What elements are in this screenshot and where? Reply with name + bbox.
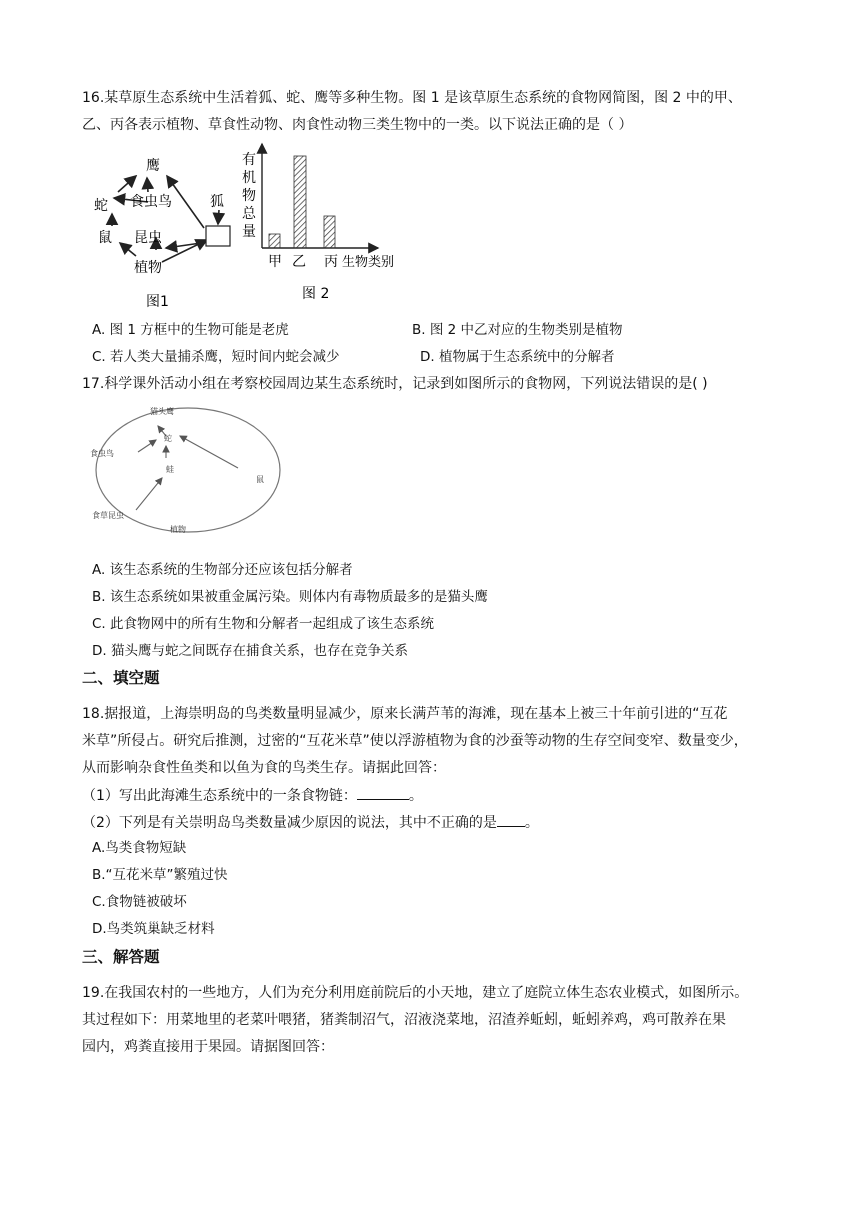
- q16-option-b[interactable]: B. 图 2 中乙对应的生物类别是植物: [412, 322, 623, 338]
- q17-option-b[interactable]: B. 该生态系统如果被重金属污染。则体内有毒物质最多的是猫头鹰: [92, 589, 488, 605]
- q18-text-line2: 米草”所侵占。研究后推测，过密的“互花米草”使以浮游植物为食的沙蚕等动物的生存空间变窄、数量变少，: [82, 733, 748, 749]
- q19-text-line2: 其过程如下：用菜地里的老菜叶喂猪，猪粪制沼气，沼液浇菜地，沼渣养蚯蚓，蚯蚓养鸡，鸡可散养在果: [82, 1012, 726, 1028]
- ylabel-char-3: 物: [242, 188, 256, 204]
- q18-sub1-prefix: （1）写出此海滩生态系统中的一条食物链：: [82, 788, 357, 804]
- q19-text-line1: 19.在我国农村的一些地方，人们为充分利用庭前院后的小天地，建立了庭院立体生态农业模式，如图所示。: [82, 985, 749, 1001]
- q18-option-c[interactable]: C.食物链被破坏: [92, 894, 187, 910]
- q16-option-a[interactable]: A. 图 1 方框中的生物可能是老虎: [92, 322, 289, 338]
- q18-option-d[interactable]: D.鸟类筑巢缺乏材料: [92, 921, 215, 937]
- q18-option-a[interactable]: A.鸟类食物短缺: [92, 840, 187, 856]
- q16-option-c[interactable]: C. 若人类大量捕杀鹰，短时间内蛇会减少: [92, 349, 340, 365]
- q18-sub2-prefix: （2）下列是有关崇明岛鸟类数量减少原因的说法，其中不正确的是: [82, 815, 497, 831]
- node-fox: 狐: [210, 194, 224, 210]
- q18-sub1-blank[interactable]: [357, 785, 409, 800]
- bar-jia: [269, 234, 280, 248]
- tick-yi: 乙: [292, 254, 306, 270]
- q18-sub2-blank[interactable]: [497, 812, 525, 827]
- q17-option-a[interactable]: A. 该生态系统的生物部分还应该包括分解者: [92, 562, 353, 578]
- xlabel: 生物类别: [342, 255, 395, 270]
- node-mouse: 鼠: [98, 230, 112, 246]
- q16-figure1-food-web: [84, 148, 244, 313]
- q17-option-d[interactable]: D. 猫头鹰与蛇之间既存在捕食关系，也存在竞争关系: [92, 643, 408, 659]
- node-hawk: 鹰: [146, 158, 160, 174]
- q16-text-line1: 16.某草原生态系统中生活着狐、蛇、鹰等多种生物。图 1 是该草原生态系统的食物网简图，图 2 中的甲、: [82, 90, 742, 106]
- q18-sub2: [82, 812, 539, 833]
- q18-sub1-suffix: 。: [408, 788, 423, 804]
- bar-bing: [324, 216, 335, 248]
- node-mouse: 鼠: [256, 475, 264, 484]
- node-plant: 植物: [134, 260, 162, 276]
- node-snake: 蛇: [94, 198, 108, 214]
- q18-text-line3: 从而影响杂食性鱼类和以鱼为食的鸟类生存。请据此回答：: [82, 760, 446, 776]
- q17-figure-food-web: [88, 400, 288, 550]
- node-insectivorous-bird: 食虫鸟: [130, 194, 172, 210]
- node-insectivorous-bird: 食虫鸟: [90, 449, 114, 458]
- node-owl: 猫头鹰: [150, 407, 174, 416]
- q17-option-c[interactable]: C. 此食物网中的所有生物和分解者一起组成了该生态系统: [92, 616, 435, 632]
- node-frog: 蛙: [166, 465, 174, 474]
- q18-sub2-suffix: 。: [524, 815, 539, 831]
- bar-yi: [294, 156, 306, 248]
- tick-bing: 丙: [324, 254, 338, 270]
- ylabel-char-1: 有: [242, 152, 256, 168]
- ylabel: [242, 152, 257, 240]
- ylabel-char-5: 量: [242, 224, 256, 240]
- section-answer-title: 三、解答题: [82, 948, 160, 966]
- node-snake: 蛇: [164, 434, 172, 443]
- figure2-caption: 图 2: [302, 286, 330, 302]
- q19-text-line3: 园内，鸡粪直接用于果园。请据图回答：: [82, 1039, 334, 1055]
- node-herbivorous-insect: 食草昆虫: [92, 511, 124, 520]
- node-insect: 昆虫: [134, 230, 162, 246]
- ylabel-char-2: 机: [242, 170, 256, 186]
- q18-text-line1: 18.据报道，上海崇明岛的鸟类数量明显减少，原来长满芦苇的海滩，现在基本上被三十年前引进的“互花: [82, 706, 728, 722]
- unknown-organism-box: [206, 226, 230, 246]
- q18-option-b[interactable]: B.“互花米草”繁殖过快: [92, 867, 228, 883]
- node-plant: 植物: [170, 525, 186, 534]
- section-fill-in-title: 二、填空题: [82, 669, 160, 687]
- q18-sub1: [82, 785, 423, 806]
- q17-text-line1: 17.科学课外活动小组在考察校园周边某生态系统时，记录到如图所示的食物网，下列说法错误的是( ): [82, 376, 708, 392]
- figure1-caption: 图1: [146, 294, 169, 310]
- q16-text-line2: 乙、丙各表示植物、草食性动物、肉食性动物三类生物中的一类。以下说法正确的是（ ）: [82, 117, 633, 133]
- q16-figure2-bar-chart: [236, 138, 406, 308]
- q16-option-d[interactable]: D. 植物属于生态系统中的分解者: [420, 349, 615, 365]
- ylabel-char-4: 总: [242, 206, 256, 222]
- tick-jia: 甲: [268, 254, 282, 270]
